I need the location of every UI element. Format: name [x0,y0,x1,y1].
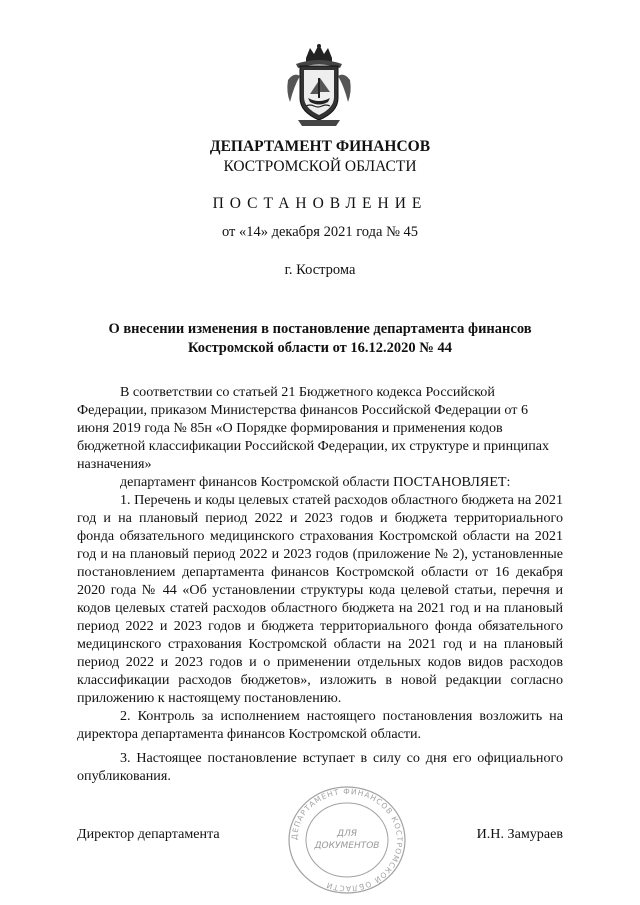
subject-line-2: Костромской области от 16.12.2020 № 44 [188,340,452,356]
item-3-paragraph: 3. Настоящее постановление вступает в силу со дня его официального опубликования. [77,750,563,784]
item-2-paragraph: 2. Контроль за исполнением настоящего постановления возложить на директора департамента финансов Костромской области. [77,708,563,742]
subject-line-1: О внесении изменения в постановление департамента финансов [108,321,532,337]
coat-of-arms-emblem [284,42,354,128]
preamble-paragraph: В соответствии со статьей 21 Бюджетного кодекса Российской Федерации, приказом Министерства финансов Российской Федерации от 6 июня 2019 года № 85н «О Порядке формирования и применения кодов бюджетной классификации Российской Федерации, их структуре и принципах назначения» [77,384,550,472]
department-title: ДЕПАРТАМЕНТ ФИНАНСОВ [209,138,431,155]
stamp-ring-text: ДЕПАРТАМЕНТ ФИНАНСОВ КОСТРОМСКОЙ ОБЛАСТИ [289,786,405,894]
signatory-name: И.Н. Замураев [476,826,563,842]
official-stamp [284,784,410,896]
document-date-number: от «14» декабря 2021 года № 45 [221,224,419,240]
region-title: КОСТРОМСКОЙ ОБЛАСТИ [223,158,417,175]
document-subject [60,320,580,358]
document-type: ПОСТАНОВЛЕНИЕ [212,195,428,212]
decree-paragraph: департамент финансов Костромской области ПОСТАНОВЛЯЕТ: [120,474,511,490]
document-body [77,383,563,785]
item-1-paragraph: 1. Перечень и коды целевых статей расходов областного бюджета на 2021 год и на плановый период 2022 и 2023 годов и бюджета территориального фонда обязательного медицинского страхования Костромской области на 2021 год и на плановый период 2022 и 2023 годов (приложение № 2), установленные постановлением департамента финансов Костромской области от 16 декабря 2020 года № 44 «Об установлении структуры кода целевой статьи, перечня и кодов целевых статей расходов областного бюджета на 2021 год и на плановый период 2022 и 2023 годов и бюджета территориального фонда обязательного медицинского страхования Костромской области на 2021 год и на плановый период 2022 и 2023 годов и о применении отдельных кодов видов расходов классификации расходов бюджетов», изложить в новой редакции согласно приложению к настоящему постановлению. [77,492,563,706]
stamp-center-text-2: ДОКУМЕНТОВ [314,841,380,851]
document-city: г. Кострома [284,262,356,278]
signatory-position: Директор департамента [77,826,220,842]
stamp-center-text-1: ДЛЯ [336,829,358,839]
